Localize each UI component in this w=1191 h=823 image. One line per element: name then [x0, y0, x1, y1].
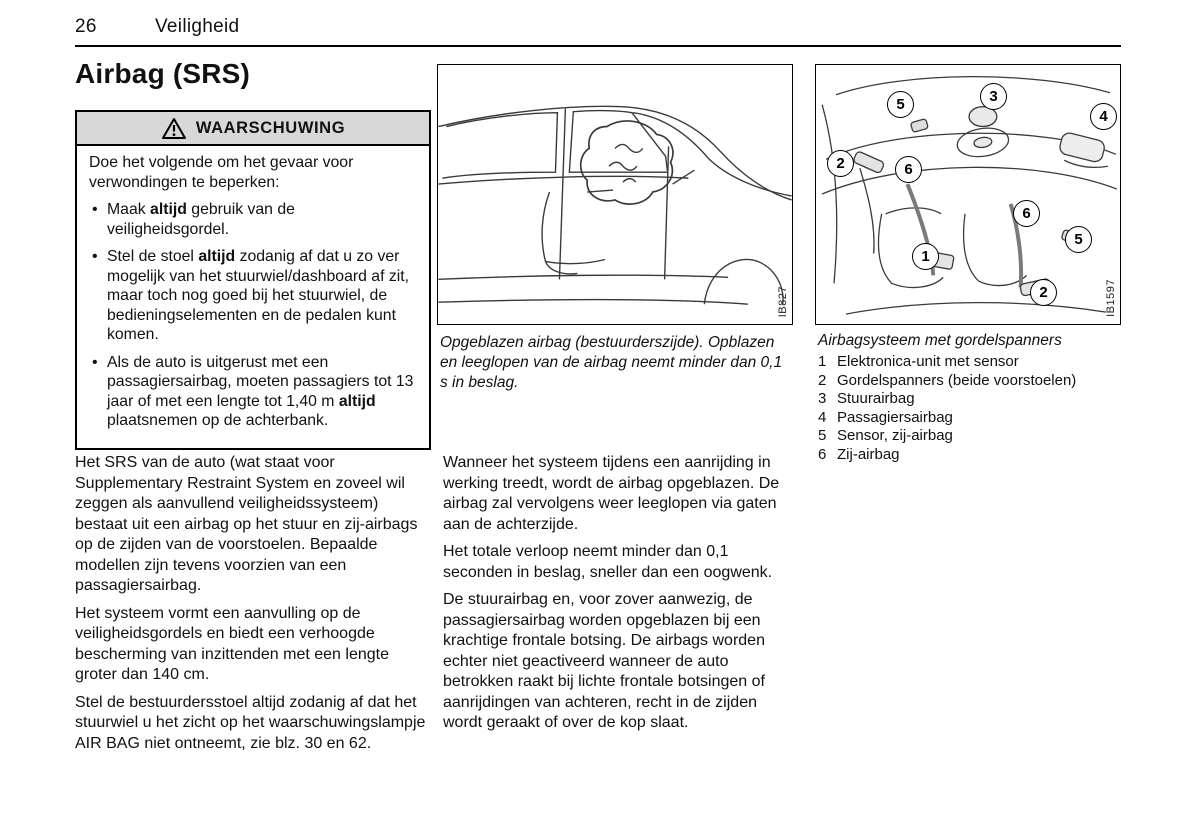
paragraph: Het systeem vormt een aanvulling op de veiligheidsgordels en biedt een verhoogde bescherming van inzittenden met een lengte groter dan 140 cm. — [75, 604, 389, 683]
interior-components-illustration — [816, 65, 1120, 324]
figure-system-caption-block — [818, 331, 1122, 464]
legend-item — [818, 409, 1122, 428]
legend-label: Sensor, zij-airbag — [837, 427, 953, 444]
callout-6b: 6 — [1013, 200, 1040, 227]
figure-airbag-deployed — [437, 64, 793, 325]
warning-bullet — [89, 353, 417, 431]
legend-item — [818, 390, 1122, 409]
warning-header — [77, 112, 429, 146]
bullet-bold: altijd — [198, 248, 236, 265]
callout-3: 3 — [980, 83, 1007, 110]
warning-body — [77, 146, 429, 448]
callout-2b: 2 — [1030, 279, 1057, 306]
callout-1: 1 — [912, 243, 939, 270]
bullet-text: gebruik van de veiligheidsgordel. — [107, 201, 295, 238]
figure-id-label: IB827 — [777, 285, 789, 317]
legend-number: 5 — [818, 427, 827, 444]
legend-number: 3 — [818, 390, 827, 407]
legend-number: 2 — [818, 371, 827, 389]
warning-intro: Doe het volgende om het gevaar voor verwondingen te beperken: — [89, 154, 354, 191]
legend-item — [818, 372, 1122, 391]
warning-title: WAARSCHUWING — [195, 118, 346, 137]
car-airbag-illustration — [438, 65, 792, 324]
section-title: Veiligheid — [155, 16, 240, 37]
figure-airbag-system — [815, 64, 1121, 325]
page-title: Airbag (SRS) — [75, 58, 251, 89]
bullet-text: Maak — [107, 201, 151, 218]
legend-number: 4 — [818, 408, 827, 426]
paragraph: Wanneer het systeem tijdens een aanrijding in werking treedt, wordt de airbag opgeblazen. De airbag zal vervolgens weer leeglopen via gaten aan de achterzijde. — [443, 454, 780, 533]
legend-label: Passagiersairbag — [837, 408, 953, 426]
legend-label: Stuurairbag — [837, 390, 915, 407]
callout-5b: 5 — [1065, 226, 1092, 253]
bullet-bold: altijd — [338, 392, 376, 410]
callout-5a: 5 — [887, 91, 914, 118]
figure-airbag-caption: Opgeblazen airbag (bestuurderszijde). Opblazen en leeglopen van de airbag neemt minder dan 0,1 s in beslag. — [440, 334, 783, 391]
warning-triangle-icon — [161, 117, 187, 140]
warning-bullet — [89, 247, 417, 345]
legend-label: Zij-airbag — [837, 445, 900, 463]
bullet-text: plaatsnemen op de achterbank. — [107, 412, 329, 429]
legend-label: Elektronica-unit met sensor — [837, 353, 1019, 370]
paragraph: Het SRS van de auto (wat staat voor Supplementary Restraint System en zoveel wil zeggen als aanvullend veiligheidssysteem) bestaat uit een airbag op het stuur en zij-airbags op de zijden van de voorstoelen. Bepaalde modellen zijn tevens voorzien van een passagiersairbag. — [75, 454, 418, 594]
legend-number: 1 — [818, 353, 827, 370]
paragraph: Het totale verloop neemt minder dan 0,1 seconden in beslag, sneller dan een oogwenk. — [443, 543, 773, 581]
bullet-text: zodanig af dat u zo ver mogelijk van het stuurwiel/dashboard af zit, maar toch nog goed bij het stuurwiel, de bedieningselementen en de pedalen kunt komen. — [107, 248, 410, 343]
warning-list — [89, 200, 417, 431]
warning-bullet — [89, 200, 417, 239]
figure-system-caption: Airbagsysteem met gordelspanners — [818, 332, 1062, 349]
callout-2a: 2 — [827, 150, 854, 177]
legend-item — [818, 427, 1122, 446]
callout-6a: 6 — [895, 156, 922, 183]
body-column-left — [75, 453, 431, 761]
bullet-text: Als de auto is uitgerust met een passagiersairbag, moeten passagiers tot 13 jaar of met een lengte tot 1,40 m — [107, 353, 414, 410]
legend-label: Gordelspanners (beide voorstoelen) — [837, 371, 1077, 389]
bullet-bold: altijd — [150, 201, 187, 218]
bullet-text: Stel de stoel — [107, 248, 199, 265]
legend-number: 6 — [818, 445, 827, 463]
legend-item — [818, 353, 1122, 372]
body-column-middle — [443, 453, 796, 741]
paragraph: Stel de bestuurdersstoel altijd zodanig af dat het stuurwiel u het zicht op het waarschuwingslampje AIR BAG niet ontneemt, zie blz. 30 en 62. — [75, 693, 426, 752]
page-number: 26 — [75, 16, 97, 37]
legend-item — [818, 446, 1122, 465]
paragraph: De stuurairbag en, voor zover aanwezig, de passagiersairbag worden opgeblazen bij een krachtige frontale botsing. De airbags worden echter niet geactiveerd wanneer de auto betrokken raakt bij lichte frontale botsingen of aanrijdingen van achteren, recht in de zijden wordt geraakt of over de kop slaat. — [443, 591, 765, 731]
figure-id-label: IB1597 — [1105, 279, 1117, 317]
header-rule — [75, 45, 1121, 47]
callout-4: 4 — [1090, 103, 1117, 130]
warning-box — [75, 110, 431, 450]
